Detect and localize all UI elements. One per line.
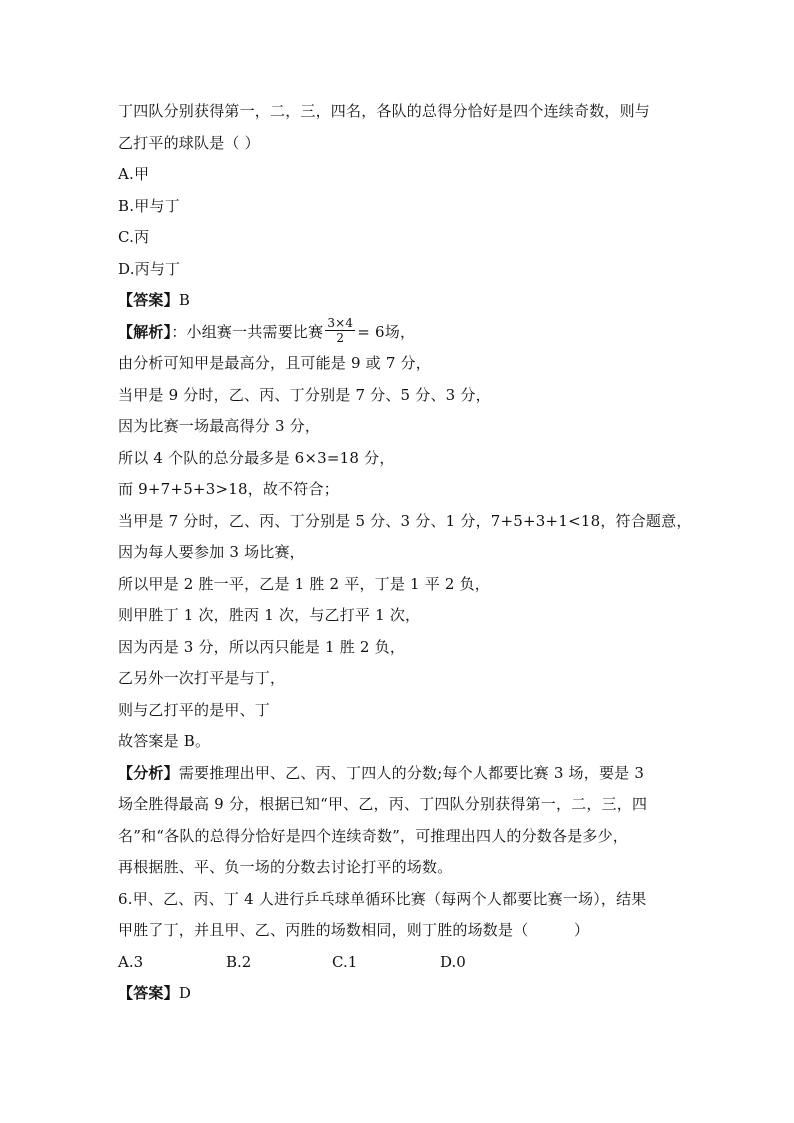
question6-options xyxy=(118,947,678,979)
page-content xyxy=(118,96,692,1010)
solution5-line: 所以甲是 2 胜一平，乙是 1 胜 2 平，丁是 1 平 2 负， xyxy=(118,574,490,593)
analysis5-line2: 场全胜得最高 9 分，根据已知“甲、乙，丙、丁四队分别获得第一，二，三，四 xyxy=(118,795,648,813)
question5-stem-line2: 乙打平的球队是（ ） xyxy=(118,133,260,152)
solution5-intro-suffix: = 6场， xyxy=(357,322,416,341)
answer6 xyxy=(118,978,678,1010)
solution5-line: 故答案是 B。 xyxy=(118,732,211,750)
question6-stem-line2: 甲胜了丁，并且甲、乙、丙胜的场数相同，则丁胜的场数是（ ） xyxy=(118,921,590,939)
question5-option-b: B.甲与丁 xyxy=(118,196,180,215)
answer5-value: B xyxy=(178,291,191,309)
answer5-label: 【答案】 xyxy=(118,291,179,309)
fraction-denominator: 2 xyxy=(336,331,345,345)
fraction-numerator: 3×4 xyxy=(327,316,354,330)
solution5-line: 则与乙打平的是甲、丁 xyxy=(118,700,271,719)
solution5-intro-prefix: ：小组赛一共需要比赛 xyxy=(171,322,324,341)
question6-option-c: C.1 xyxy=(332,952,358,971)
solution5-line: 因为比赛一场最高得分 3 分， xyxy=(118,417,321,435)
question6-option-a: A.3 xyxy=(118,952,144,971)
answer6-label: 【答案】 xyxy=(118,984,179,1002)
solution5-line: 因为丙是 3 分，所以丙只能是 1 胜 2 负， xyxy=(118,637,406,656)
solution5-line: 则甲胜丁 1 次，胜丙 1 次，与乙打平 1 次， xyxy=(118,606,421,624)
analysis5-line4: 再根据胜、平、负一场的分数去讨论打平的场数。 xyxy=(118,858,453,876)
solution5-line: 当甲是 7 分时，乙、丙、丁分别是 5 分、3 分、1 分，7+5+3+1<18，符合题意， xyxy=(118,511,692,530)
question6-option-d: D.0 xyxy=(440,952,466,971)
solution5-line: 因为每人要参加 3 场比赛， xyxy=(118,543,305,561)
question5-stem-line1: 丁四队分别获得第一，二，三，四名，各队的总得分恰好是四个连续奇数，则与 xyxy=(118,102,651,120)
solution5-line: 所以 4 个队的总分最多是 6×3=18 分， xyxy=(118,448,395,467)
question5-option-c: C.丙 xyxy=(118,228,150,246)
answer6-value: D xyxy=(178,984,192,1002)
solution5-intro xyxy=(118,317,678,349)
question5-option-a: A.甲 xyxy=(118,165,150,183)
analysis5-line1 xyxy=(118,758,678,790)
analysis5-line3: 名”和“各队的总得分恰好是四个连续奇数”，可推理出四人的分数各是多少， xyxy=(118,826,629,845)
solution5-line: 乙另外一次打平是与丁， xyxy=(118,669,286,687)
question6-option-b: B.2 xyxy=(226,952,252,971)
solution5-label: 【解析】 xyxy=(118,322,172,341)
solution5-fraction xyxy=(325,317,355,344)
answer5 xyxy=(118,285,678,317)
analysis5-label: 【分析】 xyxy=(118,763,179,782)
analysis5-text-line1: 需要推理出甲、乙、丙、丁四人的分数;每个人都要比赛 3 场，要是 3 xyxy=(178,763,645,782)
question6-stem-line1: 6.甲、乙、丙、丁 4 人进行乒乓球单循环比赛（每两个人都要比赛一场），结果 xyxy=(118,889,647,908)
question5-option-d: D.丙与丁 xyxy=(118,259,181,278)
solution5-line: 当甲是 9 分时，乙、丙、丁分别是 7 分、5 分、3 分， xyxy=(118,385,491,404)
solution5-line: 而 9+7+5+3>18，故不符合； xyxy=(118,480,339,498)
solution5-line: 由分析可知甲是最高分，且可能是 9 或 7 分， xyxy=(118,354,431,372)
